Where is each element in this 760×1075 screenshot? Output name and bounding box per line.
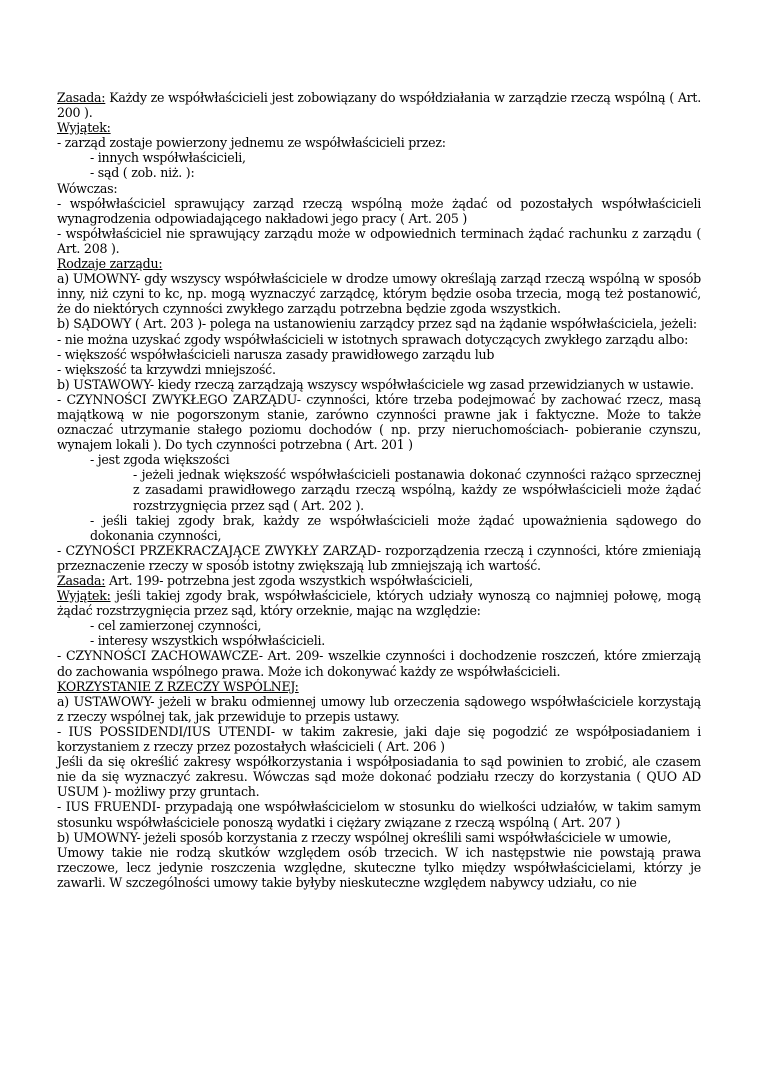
paragraph xyxy=(57,150,701,165)
paragraph xyxy=(57,467,701,512)
paragraph-text: - cel zamierzonej czynności, xyxy=(90,618,262,634)
paragraph xyxy=(57,120,701,135)
paragraph xyxy=(57,724,701,754)
paragraph xyxy=(57,694,701,724)
paragraph xyxy=(57,271,701,316)
paragraph xyxy=(57,573,701,588)
paragraph-text: - zarząd zostaje powierzony jednemu ze współwłaścicieli przez: xyxy=(57,135,446,151)
paragraph xyxy=(57,830,701,845)
paragraph-text: b) USTAWOWY- kiedy rzeczą zarządzają wszyscy współwłaściciele wg zasad przewidzianych w ustawie. xyxy=(57,376,694,392)
paragraph xyxy=(57,135,701,150)
paragraph-text: - CZYNNOŚCI ZACHOWAWCZE- Art. 209- wszelkie czynności i dochodzenie roszczeń, które zmierzają do zachowania wspólnego prawa. Może ich dokonywać każdy ze współwłaścicieli. xyxy=(57,648,701,679)
paragraph xyxy=(57,90,701,120)
section-label: Zasada: xyxy=(57,90,106,105)
paragraph-text: - współwłaściciel nie sprawujący zarządu może w odpowiednich terminach żądać rachunku z zarządu ( Art. 208 ). xyxy=(57,225,701,256)
paragraph xyxy=(57,347,701,362)
paragraph-text: - CZYNNOŚCI ZWYKŁEGO ZARZĄDU- czynności, które trzeba podejmować by zachować rzecz, masą majątkową w nie pogorszonym stanie, zarówno czynności prawne jak i faktyczne. Może to także oznaczać utrzymanie stałego poziomu dochodów ( np. przy nieruchomościach- pobieranie czynszu, wynajem lokali ). Do tych czynności potrzebna ( Art. 201 ) xyxy=(57,391,701,453)
paragraph xyxy=(57,452,701,467)
paragraph-text: a) UMOWNY- gdy wszyscy współwłaściciele w drodze umowy określają zarząd rzeczą wspólną w sposób inny, niż czyni to kc, np. mogą wyznaczyć zarządcę, którym będzie osoba trzecia, mogą też postanowić, że do niektórych czynności zwykłego zarządu potrzebna będzie zgoda wszystkich. xyxy=(57,271,701,317)
paragraph-text: b) UMOWNY- jeżeli sposób korzystania z rzeczy wspólnej określili sami współwłaściciele w umowie, xyxy=(57,829,672,845)
paragraph-text: - współwłaściciel sprawujący zarząd rzeczą wspólną może żądać od pozostałych współwłaścicieli wynagrodzenia odpowiadającego nakładowi jego pracy ( Art. 205 ) xyxy=(57,195,701,226)
paragraph-text: Art. 199- potrzebna jest zgoda wszystkich współwłaścicieli, xyxy=(105,573,473,588)
paragraph-text: - innych współwłaścicieli, xyxy=(90,150,246,166)
paragraph-text: - jest zgoda większości xyxy=(90,452,230,468)
paragraph-text: Każdy ze współwłaścicieli jest zobowiązany do współdziałania w zarządzie rzeczą wspólną ( Art. 200 ). xyxy=(57,90,701,121)
paragraph-text: b) SĄDOWY ( Art. 203 )- polega na ustanowieniu zarządcy przez sąd na żądanie współwłaściciela, jeżeli: xyxy=(57,316,697,332)
paragraph xyxy=(57,377,701,392)
section-label: Wyjątek: xyxy=(57,588,111,604)
paragraph-text: - IUS POSSIDENDI/IUS UTENDI- w takim zakresie, jaki daje się pogodzić ze współposiadaniem i korzystaniem z rzeczy przez pozostałych właścicieli ( Art. 206 ) xyxy=(57,723,701,755)
paragraph xyxy=(57,799,701,829)
paragraph xyxy=(57,618,701,633)
paragraph-text: - interesy wszystkich współwłaścicieli. xyxy=(90,633,326,649)
paragraph-text: - jeśli takiej zgody brak, każdy ze współwłaścicieli może żądać upoważnienia sądowego do dokonania czynności, xyxy=(90,512,701,543)
paragraph xyxy=(57,845,701,890)
paragraph xyxy=(57,543,701,573)
paragraph-text: - większość współwłaścicieli narusza zasady prawidłowego zarządu lub xyxy=(57,346,495,362)
paragraph-text: Jeśli da się określić zakresy współkorzystania i współposiadania to sąd powinien to zrobić, ale czasem nie da się wyznaczyć zakresu. Wówczas sąd może dokonać podziału rzeczy do korzystania ( QUO AD USUM )- możliwy przy gruntach. xyxy=(57,754,701,800)
paragraph xyxy=(57,392,701,452)
paragraph xyxy=(57,332,701,347)
paragraph-text: - większość ta krzywdzi mniejszość. xyxy=(57,361,276,377)
paragraph-text: - jeżeli jednak większość współwłaścicieli postanawia dokonać czynności rażąco sprzecznej z zasadami prawidłowego zarządu rzeczą wspólną, każdy ze współwłaścicieli może żądać rozstrzygnięcia przez sąd ( Art. 202 ). xyxy=(133,467,701,513)
paragraph xyxy=(57,256,701,271)
paragraph xyxy=(57,226,701,256)
paragraph xyxy=(57,196,701,226)
section-label: KORZYSTANIE Z RZECZY WSPÓLNEJ: xyxy=(57,678,299,694)
paragraph xyxy=(57,181,701,196)
paragraph xyxy=(57,362,701,377)
paragraph xyxy=(57,165,701,180)
paragraph xyxy=(57,316,701,331)
document-page xyxy=(57,90,701,890)
section-label: Zasada: xyxy=(57,573,106,588)
paragraph-text: - sąd ( zob. niż. ): xyxy=(90,165,195,181)
section-label: Wyjątek: xyxy=(57,120,111,136)
paragraph-text: jeśli takiej zgody brak, współwłaściciele, których udziały wynoszą co najmniej połowę, mogą żądać rozstrzygnięcia przez sąd, który orzeknie, mając na względzie: xyxy=(57,588,701,619)
paragraph-text: Wówczas: xyxy=(57,180,118,196)
paragraph-text: a) USTAWOWY- jeżeli w braku odmiennej umowy lub orzeczenia sądowego współwłaściciele korzystają z rzeczy wspólnej tak, jak przewiduje to przepis ustawy. xyxy=(57,693,701,724)
paragraph xyxy=(57,513,701,543)
paragraph xyxy=(57,754,701,799)
paragraph-text: - nie można uzyskać zgody współwłaścicieli w istotnych sprawach dotyczących zwykłego zarządu albo: xyxy=(57,331,689,347)
paragraph-text: - IUS FRUENDI- przypadają one współwłaścicielom w stosunku do wielkości udziałów, w takim samym stosunku współwłaściciele ponoszą wydatki i ciężary związane z rzeczą wspólną ( Art. 207 ) xyxy=(57,799,701,830)
paragraph xyxy=(57,648,701,678)
paragraph-text: Umowy takie nie rodzą skutków względem osób trzecich. W ich następstwie nie powstają prawa rzeczowe, lecz jedynie roszczenia względne, skuteczne tylko między współwłaścicielami, którzy je zawarli. W szczególności umowy takie byłyby nieskuteczne względem nabywcy udziału, co nie xyxy=(57,844,701,890)
section-label: Rodzaje zarządu: xyxy=(57,256,163,272)
paragraph xyxy=(57,679,701,694)
paragraph xyxy=(57,633,701,648)
paragraph-text: - CZYNOŚCI PRZEKRACZAJĄCE ZWYKŁY ZARZĄD- rozporządzenia rzeczą i czynności, które zmieniają przeznaczenie rzeczy w sposób istotny zwiększają lub zmniejszają ich wartość. xyxy=(57,542,701,573)
paragraph xyxy=(57,588,701,618)
